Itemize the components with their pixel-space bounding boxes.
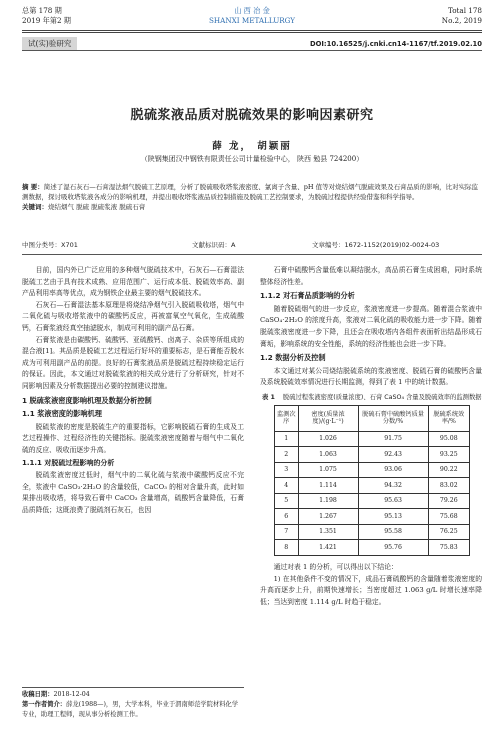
- authors: 薛 龙， 胡颖丽: [212, 141, 292, 152]
- table-cell: 1.267: [298, 509, 358, 525]
- table-cell: 95.63: [358, 493, 428, 509]
- table-cell: 94.32: [358, 478, 428, 494]
- table-row: [275, 447, 470, 463]
- section-heading-1: 1 脱硫浆液密度影响机理及数据分析控制: [22, 395, 152, 405]
- right-column: [260, 265, 482, 608]
- table-cell: 79.26: [428, 493, 469, 509]
- paragraph: 目前，国内外已广泛应用的多种烟气脱硫技术中，石灰石—石膏湿法脱硫工艺由于具有技术成熟、应用范围广、运行成本低、脱硫效率高、副产品利用率高等优点，成为钢铁企业最主要的烟气脱硫技术。: [22, 266, 244, 298]
- table-cell: 91.75: [358, 431, 428, 447]
- table-cell: 95.08: [428, 431, 469, 447]
- table-number: 表 1: [262, 393, 275, 401]
- table-header: 密度(质量浓度)/(g·L⁻¹): [298, 405, 358, 431]
- paragraph: 石灰石—石膏湿法基本原理是将烧结净烟气引入脱硫吸收塔，烟气中二氧化硫与吸收塔浆液中的碳酸钙反应，再被富氧空气氧化，生成硫酸钙，石膏浆液经真空抽滤脱水，制成可利用的副产品石膏。: [22, 300, 244, 332]
- table-cell: 93.06: [358, 462, 428, 478]
- received-date: 2018-12-04: [53, 691, 90, 698]
- table-row: [275, 431, 470, 447]
- table-cell: 1: [275, 431, 299, 447]
- table-caption-text: 脱硫过程浆液密度(质量浓度)、石膏 CaSO₄ 含量及脱硫效率的监测数据: [282, 393, 482, 401]
- column-label: 试(实)验研究: [22, 37, 77, 50]
- doi: DOI:10.16525/j.cnki.cn14-1167/tf.2019.02.10: [309, 40, 482, 48]
- meta-rule: [22, 254, 482, 255]
- table-cell: 95.58: [358, 524, 428, 540]
- table-row: [275, 509, 470, 525]
- table-cell: 4: [275, 478, 299, 494]
- table-cell: 93.25: [428, 447, 469, 463]
- table-cell: 3: [275, 462, 299, 478]
- issue-info-right: [442, 6, 482, 26]
- table-cell: 6: [275, 509, 299, 525]
- year-issue-en: No.2, 2019: [441, 16, 482, 25]
- received-label: 收稿日期：: [22, 691, 54, 698]
- header-rule-thin: [22, 32, 482, 33]
- author-bio: 薛龙(1988—)，男，大学本科，毕业于渭南师范学院材料化学专业，助理工程师，现从事分析检测工作。: [22, 701, 239, 718]
- table-cell: 1.198: [298, 493, 358, 509]
- keywords: 烧结烟气 脱硫 脱硫浆液 脱硫石膏: [48, 203, 146, 211]
- table-cell: 1.114: [298, 478, 358, 494]
- table-cell: 95.13: [358, 509, 428, 525]
- table-cell: 1.063: [298, 447, 358, 463]
- paragraph: 随着脱硫烟气的进一步反应，浆液密度进一步提高。随着混合浆液中 CaSO₄·2H₂O 的浓度升高，浆液对二氧化硫的吸收能力进一步下降。随着脱硫浆液密度进一步下降，且还会在吸收塔内各组件表面析出结晶形成石膏垢，影响系统的安全性能，系统的经济性能也会进一步下降。: [260, 304, 482, 348]
- paragraph: 本文通过对某公司烧结脱硫系统的浆液密度、脱硫石膏的硫酸钙含量及系统脱硫效率情况进行长期监测，得到了表 1 中的统计数据。: [260, 366, 482, 387]
- year-issue-cn: 2019 年第2 期: [22, 16, 71, 25]
- table-cell: 95.76: [358, 540, 428, 556]
- doi-rule: [22, 50, 482, 51]
- journal-name-en: SHANXI METALLURGY: [208, 16, 296, 25]
- total-issue-cn: 总第 178 期: [22, 6, 62, 15]
- total-issue-en: Total 178: [447, 6, 482, 15]
- abstract-label: 摘 要：: [22, 183, 44, 191]
- paragraph: 脱硫浆液的密度是脱硫生产的重要指标，它影响脱硫石膏的生成及工艺过程操作、过程经济性的关键指标。脱硫浆液密度随着与烟气中二氧化硫的反应、吸收而逐步升高。: [22, 422, 244, 454]
- table-row: [275, 478, 470, 494]
- table-row: [275, 524, 470, 540]
- table-cell: 76.25: [428, 524, 469, 540]
- paragraph: 1) 在其他条件不变的情况下，成品石膏硫酸钙的含量随着浆液密度的升高而逐步上升，前期快速增长；当密度超过 1.063 g/L 时增长速率降低；当达到密度 1.114 g/L 时趋于稳定。: [260, 574, 482, 606]
- table-header: 脱硫系统效率/%: [428, 405, 469, 431]
- table-cell: 90.22: [428, 462, 469, 478]
- keywords-label: 关键词：: [22, 203, 48, 211]
- paragraph: 脱硫浆液密度过低时，烟气中的二氧化硫与浆液中碳酸钙反应不完全，浆液中 CaSO₃·2H₂O 的含量较低，CaCO₃ 的相对含量升高，此时如果排出吸收塔，将导致石膏中 CaCO₃ 含量增高，硫酸钙含量降低，石膏品质降低；这既浪费了脱硫剂石灰石，也因: [22, 471, 244, 514]
- table-cell: 92.43: [358, 447, 428, 463]
- journal-name: [22, 6, 482, 26]
- table-cell: 5: [275, 493, 299, 509]
- journal-name-cn: 山 西 冶 金: [234, 6, 270, 15]
- table-header: 脱硫石膏中硫酸钙质量分数/%: [358, 405, 428, 431]
- table-body: [275, 431, 470, 555]
- table-row: [275, 493, 470, 509]
- affiliation: （陕钢集团汉中钢铁有限责任公司计量检验中心， 陕西 勉县 724200）: [140, 155, 364, 163]
- article-title: 脱硫浆液品质对脱硫效果的影响因素研究: [130, 108, 374, 123]
- table-header-row: [275, 405, 470, 431]
- table-header: 监测次序: [275, 405, 299, 431]
- table-cell: 1.026: [298, 431, 358, 447]
- document-code: 文献标识码：A: [192, 241, 236, 249]
- table-cell: 1.351: [298, 524, 358, 540]
- table-cell: 75.83: [428, 540, 469, 556]
- section-heading-1-1: 1.1 浆液密度的影响机理: [22, 409, 102, 419]
- table-cell: 7: [275, 524, 299, 540]
- table-caption: [260, 393, 482, 402]
- article-number: 文章编号：1672-1152(2019)02-0024-03: [312, 241, 440, 249]
- table-row: [275, 540, 470, 556]
- footnote: [22, 687, 244, 720]
- table-cell: 2: [275, 447, 299, 463]
- paragraph: 通过对表 1 的分析，可以得出以下结论：: [273, 562, 398, 571]
- table-row: [275, 462, 470, 478]
- table-cell: 1.075: [298, 462, 358, 478]
- paragraph: 石膏浆液是由碳酸钙、硫酸钙、亚硫酸钙、卤离子、杂质等所组成的混合液[1]。其品质是脱硫工艺过程运行好坏的重要标志，是石膏能否脱水成为可利用副产品的前提。良好的石膏浆液品质是脱硫过程持续稳定运行的保证。因此，本文通过对脱硫浆液的相关成分进行了分析研究，针对不同影响因素及分析数据提出必要的控制建议措施。: [22, 335, 244, 390]
- left-column: [22, 265, 244, 516]
- table-cell: 83.02: [428, 478, 469, 494]
- author-bio-label: 第一作者简介：: [22, 701, 67, 708]
- header-rule-thick: [22, 30, 482, 31]
- clc-number: 中图分类号：X701: [22, 241, 78, 249]
- section-heading-1-2: 1.2 数据分析及控制: [260, 353, 326, 363]
- table-cell: 75.68: [428, 509, 469, 525]
- section-heading-1-1-1: 1.1.1 对脱硫过程影响的分析: [22, 458, 115, 467]
- abstract: [22, 182, 482, 212]
- section-heading-1-1-2: 1.1.2 对石膏品质影响的分析: [260, 291, 355, 301]
- abstract-text: 简述了湿石灰石—石膏湿法烟气脱硫工艺原理，分析了脱硫吸收塔浆液密度、氯离子含量、pH 值等对烧结烟气脱硫效果及石膏品质的影响，比对实际监测数据，探讨吸收塔浆液各成分的影响机理，并提出吸收塔浆液品质控制措施及脱硫工艺控制要求，为脱硫过程提供经验借鉴和科学指导。: [22, 183, 479, 201]
- table-cell: 8: [275, 540, 299, 556]
- paragraph: 石膏中硫酸钙含量低难以凝结脱水，高品质石膏生成困难，同时系统整体经济性差。: [260, 266, 482, 286]
- table-cell: 1.421: [298, 540, 358, 556]
- monitoring-data-table: [274, 405, 470, 556]
